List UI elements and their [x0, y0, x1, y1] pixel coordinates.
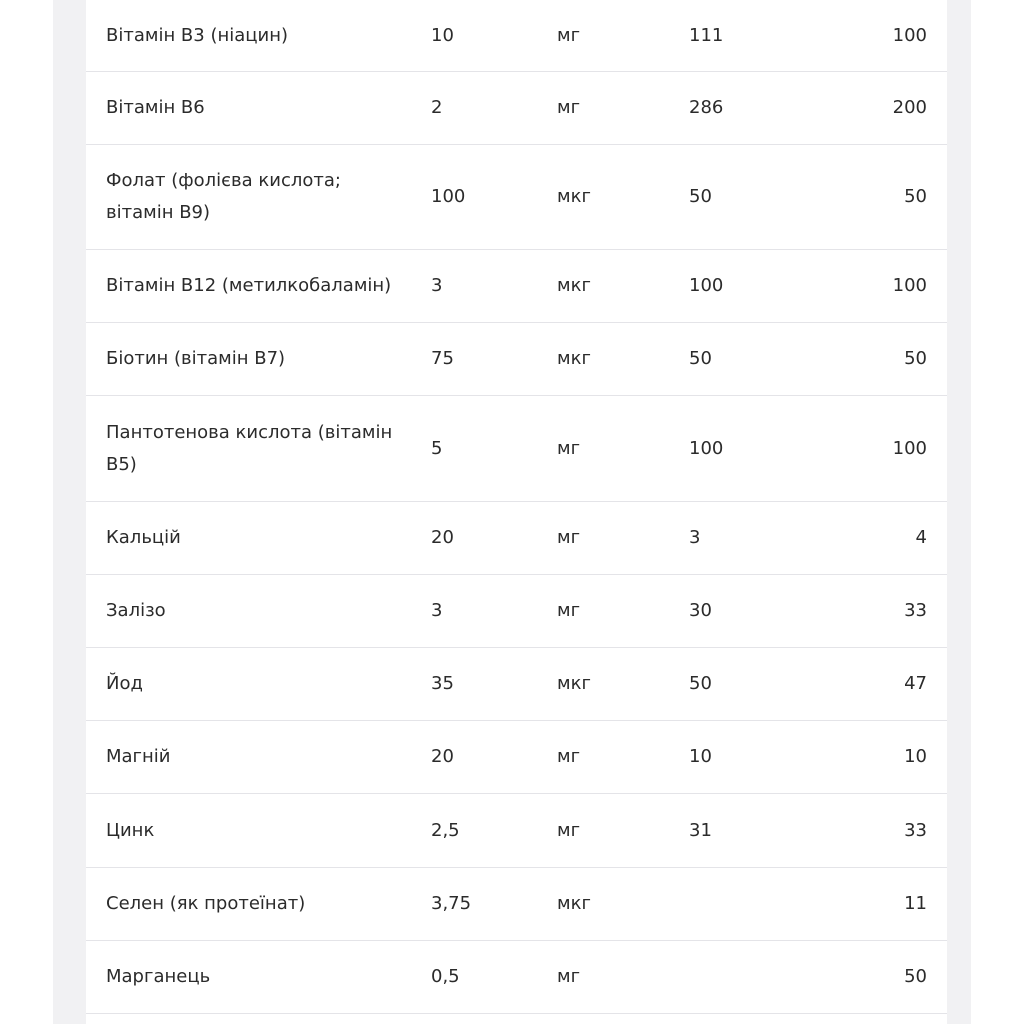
nutrient-name: Фолат (фолієва кислота; вітамін В9) [106, 170, 341, 223]
nutrient-percent-2: 10 [904, 746, 927, 767]
nutrient-amount: 5 [431, 437, 443, 459]
nutrient-amount: 3,75 [431, 893, 472, 914]
nutrient-percent-1: 100 [689, 437, 724, 459]
nutrient-name: Магній [106, 746, 171, 767]
nutrient-percent-2: 100 [892, 275, 927, 296]
table-row [86, 323, 947, 396]
nutrient-percent-2: 33 [904, 600, 927, 621]
nutrient-amount: 35 [431, 673, 454, 694]
nutrient-percent-1: 10 [689, 746, 712, 767]
nutrient-percent-2: 50 [904, 186, 927, 207]
nutrient-name: Вітамін В12 (метилкобаламін) [106, 275, 392, 296]
table-row [86, 502, 947, 575]
table-row [86, 0, 947, 72]
nutrient-percent-1: 50 [689, 673, 712, 694]
nutrient-percent-2: 33 [904, 819, 927, 841]
table-row [86, 721, 947, 794]
nutrient-percent-1: 286 [689, 97, 724, 118]
nutrient-unit: мг [557, 746, 581, 767]
table-row [86, 648, 947, 721]
table-row-partial [86, 1014, 947, 1024]
nutrient-amount: 20 [431, 527, 454, 548]
nutrient-percent-1: 50 [689, 348, 712, 369]
nutrient-percent-1: 31 [689, 819, 712, 841]
nutrient-name: Залізо [106, 600, 166, 621]
nutrient-percent-1: 30 [689, 600, 712, 621]
table-row [86, 396, 947, 502]
nutrient-unit: мг [557, 600, 581, 621]
nutrient-name: Кальцій [106, 527, 181, 548]
nutrient-unit: мг [557, 819, 581, 841]
table-row [86, 868, 947, 941]
nutrient-percent-1: 50 [689, 186, 712, 207]
nutrient-unit: мг [557, 97, 581, 118]
nutrient-name: Вітамін В6 [106, 97, 205, 118]
nutrient-unit: мкг [557, 348, 591, 369]
nutrient-amount: 2 [431, 97, 443, 118]
nutrient-amount: 20 [431, 746, 454, 767]
table-row [86, 72, 947, 145]
nutrient-unit: мг [557, 24, 581, 46]
nutrient-name: Пантотенова кислота (вітамін В5) [106, 421, 393, 475]
table-row [86, 794, 947, 868]
nutrient-amount: 75 [431, 348, 454, 369]
nutrient-percent-2: 50 [904, 966, 927, 987]
nutrient-name: Біотин (вітамін В7) [106, 348, 286, 369]
nutrient-amount: 3 [431, 600, 443, 621]
nutrient-name: Цинк [106, 819, 155, 841]
nutrient-percent-2: 200 [892, 97, 927, 118]
nutrient-amount: 3 [431, 275, 443, 296]
nutrient-percent-1: 3 [689, 527, 701, 548]
nutrient-unit: мкг [557, 186, 591, 207]
nutrient-percent-2: 50 [904, 348, 927, 369]
nutrient-table [86, 0, 947, 1024]
nutrient-unit: мг [557, 437, 581, 459]
nutrient-percent-2: 47 [904, 673, 927, 694]
nutrient-unit: мкг [557, 275, 591, 296]
nutrient-amount: 100 [431, 186, 466, 207]
nutrient-amount: 2,5 [431, 819, 460, 841]
nutrient-unit: мкг [557, 673, 591, 694]
nutrient-amount: 0,5 [431, 966, 460, 987]
nutrient-unit: мг [557, 527, 581, 548]
nutrient-name: Вітамін В3 (ніацин) [106, 24, 289, 46]
table-row [86, 250, 947, 323]
nutrient-percent-2: 4 [915, 527, 927, 548]
table-row [86, 575, 947, 648]
nutrient-percent-2: 11 [904, 893, 927, 914]
nutrient-name: Марганець [106, 966, 211, 987]
nutrient-amount: 10 [431, 24, 454, 46]
table-row [86, 941, 947, 1014]
nutrient-name: Селен (як протеїнат) [106, 893, 306, 914]
nutrient-percent-2: 100 [892, 437, 927, 459]
table-row [86, 145, 947, 250]
nutrient-unit: мкг [557, 893, 591, 914]
nutrient-percent-1: 100 [689, 275, 724, 296]
nutrient-percent-1: 111 [689, 24, 724, 46]
nutrient-percent-2: 100 [892, 24, 927, 46]
nutrient-name: Йод [106, 673, 143, 694]
nutrient-unit: мг [557, 966, 581, 987]
